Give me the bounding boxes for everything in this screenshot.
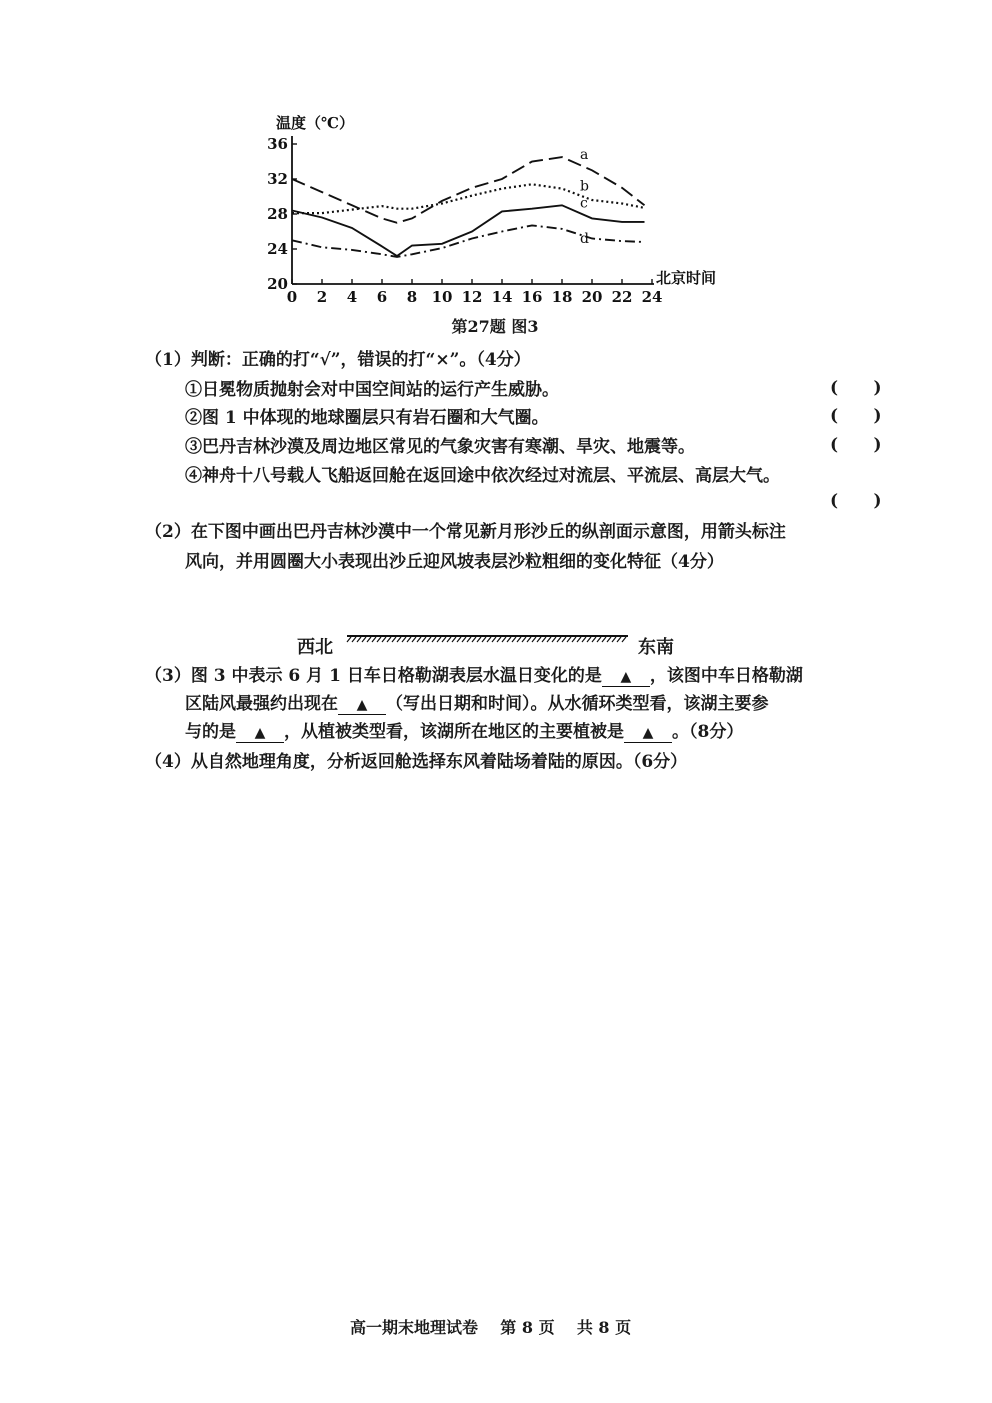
footer-total: 共 8 页 bbox=[576, 1318, 632, 1337]
footer-page: 第 8 页 bbox=[500, 1318, 555, 1337]
q3-text-2: ，该图中车日格勒湖 bbox=[649, 666, 803, 686]
q3-blank-2[interactable]: ▲ bbox=[338, 696, 386, 715]
footer-course: 高一期末地理试卷 bbox=[350, 1318, 479, 1337]
q1-answer-box-3[interactable]: ( ) bbox=[830, 435, 882, 455]
x-tick-label: 16 bbox=[521, 288, 543, 306]
q3-blank-3[interactable]: ▲ bbox=[236, 724, 284, 743]
east-label: 东南 bbox=[638, 637, 674, 658]
x-tick-label: 4 bbox=[346, 288, 358, 306]
q3-text-4: （写出日期和时间）。从水循环类型看，该湖主要参 bbox=[386, 694, 769, 714]
west-label: 西北 bbox=[297, 637, 333, 658]
series-label-b: b bbox=[580, 178, 589, 195]
series-line-a bbox=[292, 157, 645, 223]
x-tick-label: 8 bbox=[406, 288, 418, 306]
x-tick-label: 2 bbox=[316, 288, 328, 306]
q1-item-4: ④神舟十八号载人飞船返回舱在返回途中依次经过对流层、平流层、高层大气。 bbox=[185, 466, 780, 486]
x-tick-label: 6 bbox=[376, 288, 388, 306]
y-tick-label: 28 bbox=[267, 205, 288, 223]
q3-text-7: 。（8分） bbox=[672, 722, 744, 742]
q1-answer-box-2[interactable]: ( ) bbox=[830, 406, 882, 426]
page-footer bbox=[350, 1315, 631, 1338]
q3-line-2 bbox=[185, 692, 769, 716]
q4-text: （4）从自然地理角度，分析返回舱选择东风着陆场着陆的原因。（6分） bbox=[145, 752, 688, 772]
q1-prompt: （1）判断：正确的打“√”，错误的打“×”。（4分） bbox=[145, 350, 531, 370]
y-tick-label: 24 bbox=[267, 240, 288, 258]
ground-line[interactable] bbox=[345, 632, 630, 644]
q1-answer-box-4[interactable]: ( ) bbox=[830, 491, 882, 511]
q3-blank-4[interactable]: ▲ bbox=[624, 724, 672, 743]
x-tick-label: 12 bbox=[461, 288, 483, 306]
x-tick-label: 14 bbox=[491, 288, 513, 306]
q3-blank-1[interactable]: ▲ bbox=[602, 668, 650, 687]
q1-item-3: ③巴丹吉林沙漠及周边地区常见的气象灾害有寒潮、旱灾、地震等。 bbox=[185, 437, 695, 457]
q2-line-2: 风向，并用圆圈大小表现出沙丘迎风坡表层沙粒粗细的变化特征（4分） bbox=[185, 552, 724, 572]
x-tick-label: 10 bbox=[431, 288, 453, 306]
q1-item-1: ①日冕物质抛射会对中国空间站的运行产生威胁。 bbox=[185, 380, 559, 400]
q3-line-1 bbox=[145, 664, 803, 688]
x-tick-label: 20 bbox=[581, 288, 603, 306]
q3-line-3 bbox=[185, 720, 743, 744]
series-line-c bbox=[292, 205, 645, 256]
x-tick-label: 0 bbox=[286, 288, 298, 306]
q3-text-6: ，从植被类型看，该湖所在地区的主要植被是 bbox=[284, 722, 624, 742]
y-tick-label: 32 bbox=[267, 170, 288, 188]
q3-text-1: （3）图 3 中表示 6 月 1 日车日格勒湖表层水温日变化的是 bbox=[145, 666, 602, 686]
q3-text-5: 与的是 bbox=[185, 722, 236, 742]
q3-text-3: 区陆风最强约出现在 bbox=[185, 694, 338, 714]
series-line-d bbox=[292, 225, 645, 257]
series-label-c: c bbox=[580, 195, 588, 212]
x-axis-label: 北京时间 bbox=[656, 269, 717, 287]
x-tick-label: 18 bbox=[551, 288, 573, 306]
y-axis-label: 温度（℃） bbox=[276, 114, 354, 132]
y-tick-label: 20 bbox=[267, 275, 288, 293]
x-tick-label: 22 bbox=[611, 288, 633, 306]
x-tick-label: 24 bbox=[641, 288, 663, 306]
q2-line-1: （2）在下图中画出巴丹吉林沙漠中一个常见新月形沙丘的纵剖面示意图，用箭头标注 bbox=[145, 522, 786, 542]
chart-caption: 第27题 图3 bbox=[451, 317, 539, 336]
q1-item-2: ②图 1 中体现的地球圈层只有岩石圈和大气圈。 bbox=[185, 408, 549, 428]
series-label-a: a bbox=[580, 147, 589, 164]
temperature-chart bbox=[262, 108, 742, 340]
q1-answer-box-1[interactable]: ( ) bbox=[830, 378, 882, 398]
chart-svg bbox=[262, 108, 742, 340]
series-label-d: d bbox=[580, 230, 589, 247]
y-tick-label: 36 bbox=[267, 135, 288, 153]
